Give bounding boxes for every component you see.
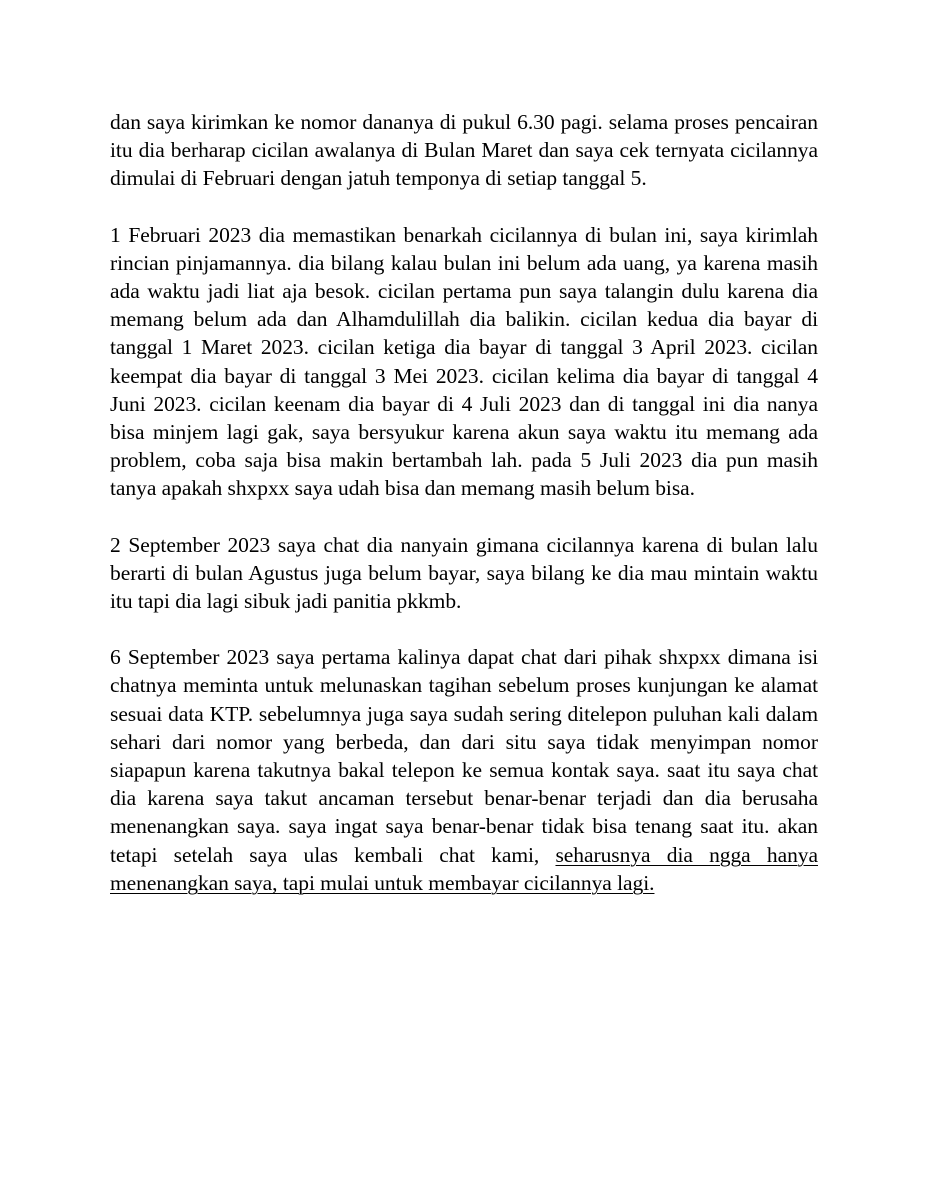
paragraph-2 [110,221,818,503]
paragraph-1 [110,108,818,193]
paragraph-4 [110,643,818,897]
paragraph-4-text: 6 September 2023 saya pertama kalinya dapat chat dari pihak shxpxx dimana isi chatnya meminta untuk melunaskan tagihan sebelum proses kunjungan ke alamat sesuai data KTP. sebelumnya juga saya sudah sering ditelepon puluhan kali dalam sehari dari nomor yang berbeda, dan dari situ saya tidak menyimpan nomor siapapun karena takutnya bakal telepon ke semua kontak saya. saat itu saya chat dia karena saya takut ancaman tersebut benar-benar terjadi dan dia berusaha menenangkan saya. saya ingat saya benar-benar tidak bisa tenang saat itu. akan tetapi setelah saya ulas kembali chat kami, [110,645,818,867]
paragraph-2-text: 1 Februari 2023 dia memastikan benarkah cicilannya di bulan ini, saya kirimlah rincian pinjamannya. dia bilang kalau bulan ini belum ada uang, ya karena masih ada waktu jadi liat aja besok. cicilan pertama pun saya talangin dulu karena dia memang belum ada dan Alhamdulillah dia balikin. cicilan kedua dia bayar di tanggal 1 Maret 2023. cicilan ketiga dia bayar di tanggal 3 April 2023. cicilan keempat dia bayar di tanggal 3 Mei 2023. cicilan kelima dia bayar di tanggal 4 Juni 2023. cicilan keenam dia bayar di 4 Juli 2023 dan di tanggal ini dia nanya bisa minjem lagi gak, saya bersyukur karena akun saya waktu itu memang ada problem, coba saja bisa makin bertambah lah. pada 5 Juli 2023 dia pun masih tanya apakah shxpxx saya udah bisa dan memang masih belum bisa. [110,222,818,501]
paragraph-1-text: dan saya kirimkan ke nomor dananya di pukul 6.30 pagi. selama proses pencairan itu dia berharap cicilan awalanya di Bulan Maret dan saya cek ternyata cicilannya dimulai di Februari dengan jatuh temponya di setiap tanggal 5. [110,110,818,191]
paragraph-4-underlined-text: seharusnya dia ngga hanya menenangkan saya, tapi mulai untuk membayar cicilannya lagi. [110,842,818,895]
paragraph-3-text: 2 September 2023 saya chat dia nanyain gimana cicilannya karena di bulan lalu berarti di bulan Agustus juga belum bayar, saya bilang ke dia mau mintain waktu itu tapi dia lagi sibuk jadi panitia pkkmb. [110,532,818,614]
paragraph-3 [110,531,818,616]
